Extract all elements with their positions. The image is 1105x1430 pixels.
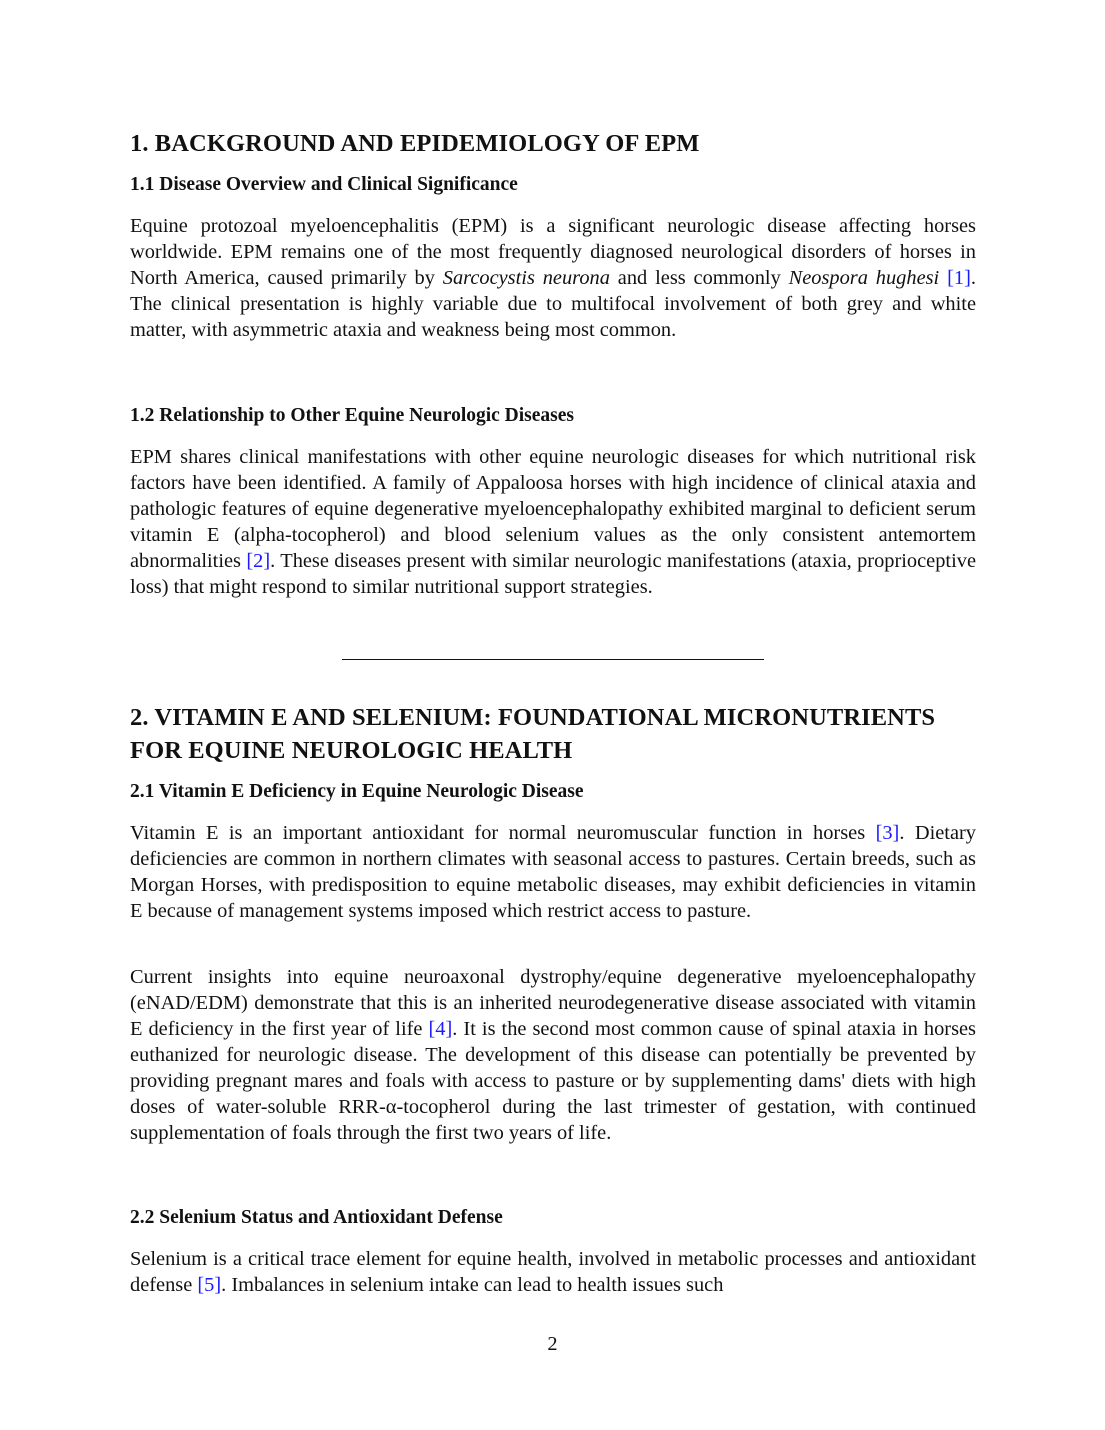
section-2-heading: 2. VITAMIN E AND SELENIUM: FOUNDATIONAL MICRONUTRIENTS FOR EQUINE NEUROLOGIC HEALTH [130,704,936,764]
paragraph-2-1b: Current insights into equine neuroaxonal dystrophy/equine degenerative myeloencephalopathy (eNAD/EDM) demonstrate that this is an inherited neurodegenerative disease associated with vitamin E deficiency in the first year of life [4]. It is the second most common cause of spinal ataxia in horses euthanized for neurologic disease. The development of this disease can potentially be prevented by providing pregnant mares and foals with access to pasture or by supplementing dams' diets with high doses of water-soluble RRR-α-tocopherol during the last trimester of gestation, with continued supplementation of foals through the first two years of life. [130,966,976,1144]
page-number: 2 [547,1333,558,1355]
paragraph-1-1: Equine protozoal myeloencephalitis (EPM) is a significant neurologic disease affecting horses worldwide. EPM remains one of the most frequently diagnosed neurological disorders of horses in North America, caused primarily by Sarcocystis neurona and less commonly Neospora hughesi [1]. The clinical presentation is highly variable due to multifocal involvement of both grey and white matter, with asymmetric ataxia and weakness being most common. [130,215,976,341]
citation-link-4[interactable]: [4] [428,1018,453,1040]
section-divider [342,659,764,660]
citation-link-1[interactable]: [1] [947,267,971,289]
species-sarcocystis: Sarcocystis neurona [442,267,610,289]
subsection-1-2-heading: 1.2 Relationship to Other Equine Neurologic Diseases [130,405,575,426]
paragraph-2-2: Selenium is a critical trace element for equine health, involved in metabolic processes and antioxidant defense [5]. Imbalances in selenium intake can lead to health issues such [130,1248,976,1296]
section-1-heading: 1. BACKGROUND AND EPIDEMIOLOGY OF EPM [130,130,700,157]
citation-link-3[interactable]: [3] [875,822,900,844]
subsection-2-1-heading: 2.1 Vitamin E Deficiency in Equine Neurologic Disease [130,781,584,802]
paragraph-2-1a: Vitamin E is an important antioxidant for normal neuromuscular function in horses [3]. Dietary deficiencies are common in northern climates with seasonal access to pastures. Certain breeds, such as Morgan Horses, with predisposition to equine metabolic diseases, may exhibit deficiencies in vitamin E because of management systems imposed which restrict access to pasture. [130,822,977,922]
citation-link-2[interactable]: [2] [246,550,271,572]
species-neospora: Neospora hughesi [788,267,940,289]
citation-link-5[interactable]: [5] [197,1274,222,1296]
subsection-1-1-heading: 1.1 Disease Overview and Clinical Significance [130,174,518,195]
subsection-2-2-heading: 2.2 Selenium Status and Antioxidant Defense [130,1207,503,1228]
paragraph-1-2: EPM shares clinical manifestations with other equine neurologic diseases for which nutritional risk factors have been identified. A family of Appaloosa horses with high incidence of clinical ataxia and pathologic features of equine degenerative myeloencephalopathy exhibited marginal to deficient serum vitamin E (alpha-tocopherol) and blood selenium values as the only consistent antemortem abnormalities [2]. These diseases present with similar neurologic manifestations (ataxia, proprioceptive loss) that might respond to similar nutritional support strategies. [130,446,976,598]
